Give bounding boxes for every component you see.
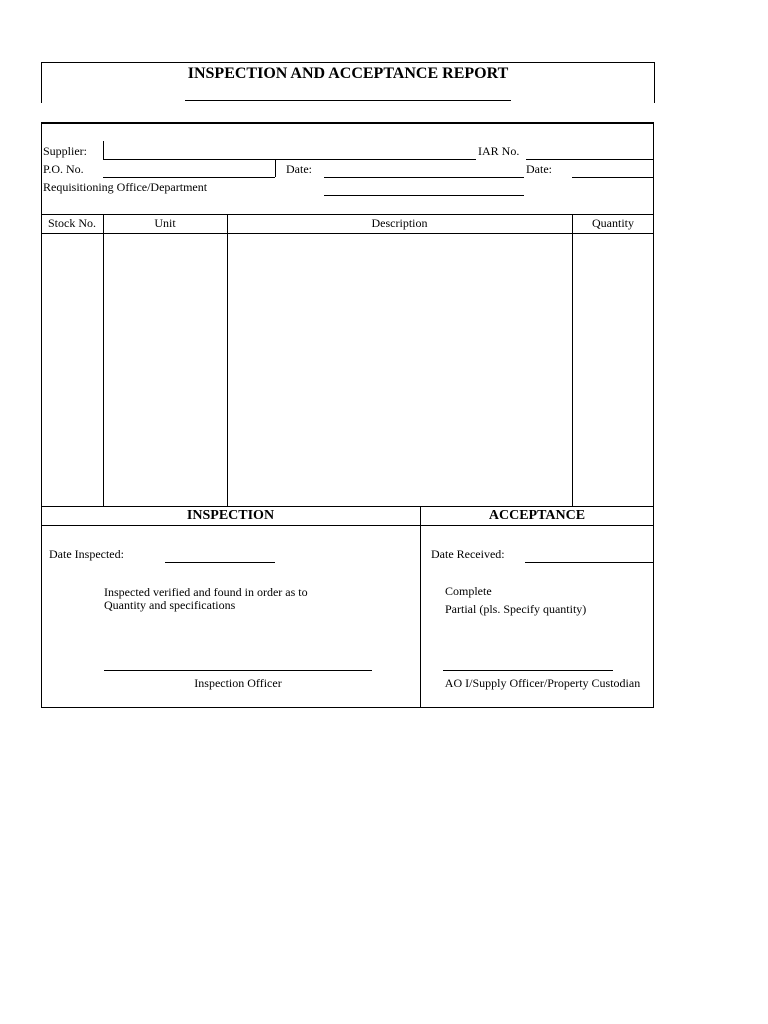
inspection-officer-label: Inspection Officer	[194, 676, 282, 690]
inspection-statement-line1: Inspected verified and found in order as to	[104, 585, 308, 599]
column-header-stock-no: Stock No.	[48, 216, 96, 230]
table-top-border	[41, 214, 654, 215]
column-header-description: Description	[371, 216, 428, 230]
iar-no-label: IAR No.	[478, 144, 520, 158]
supply-officer-signature-line[interactable]	[443, 670, 613, 671]
requisitioning-office-field[interactable]	[324, 195, 524, 196]
supplier-field-left-edge	[103, 141, 104, 159]
section-top-border	[41, 506, 654, 507]
description-cell[interactable]	[228, 234, 572, 506]
date-received-label: Date Received:	[431, 547, 505, 561]
date-inspected-label: Date Inspected:	[49, 547, 124, 561]
inspection-heading: INSPECTION	[186, 508, 275, 523]
inspection-officer-signature-line[interactable]	[104, 670, 372, 671]
supply-officer-label: AO I/Supply Officer/Property Custodian	[444, 676, 641, 690]
iar-date-label: Date:	[526, 162, 552, 176]
po-no-field-right-edge	[275, 159, 276, 177]
requisitioning-office-label: Requisitioning Office/Department	[43, 180, 208, 194]
title-box-top-border	[41, 62, 654, 63]
stock-no-cell[interactable]	[42, 234, 103, 506]
date-inspected-field[interactable]	[165, 562, 275, 563]
partial-option[interactable]: Partial (pls. Specify quantity)	[445, 602, 587, 616]
column-header-unit: Unit	[154, 216, 176, 230]
unit-cell[interactable]	[104, 234, 227, 506]
supplier-label: Supplier:	[43, 144, 87, 158]
po-date-field[interactable]	[324, 177, 524, 178]
column-header-quantity: Quantity	[592, 216, 634, 230]
po-no-field[interactable]	[103, 177, 275, 178]
iar-no-field[interactable]	[526, 159, 654, 160]
quantity-cell[interactable]	[573, 234, 654, 506]
acceptance-heading: ACCEPTANCE	[488, 508, 586, 523]
po-date-label: Date:	[286, 162, 312, 176]
complete-option[interactable]: Complete	[445, 584, 492, 598]
date-received-field[interactable]	[525, 562, 654, 563]
entity-name-line[interactable]	[185, 100, 511, 101]
iar-date-field[interactable]	[572, 177, 654, 178]
inspection-statement-line2: Quantity and specifications	[104, 598, 236, 612]
supplier-field[interactable]	[103, 159, 476, 160]
page-title: INSPECTION AND ACCEPTANCE REPORT	[187, 65, 509, 82]
po-no-label: P.O. No.	[43, 162, 84, 176]
section-header-bottom-border	[41, 525, 654, 526]
